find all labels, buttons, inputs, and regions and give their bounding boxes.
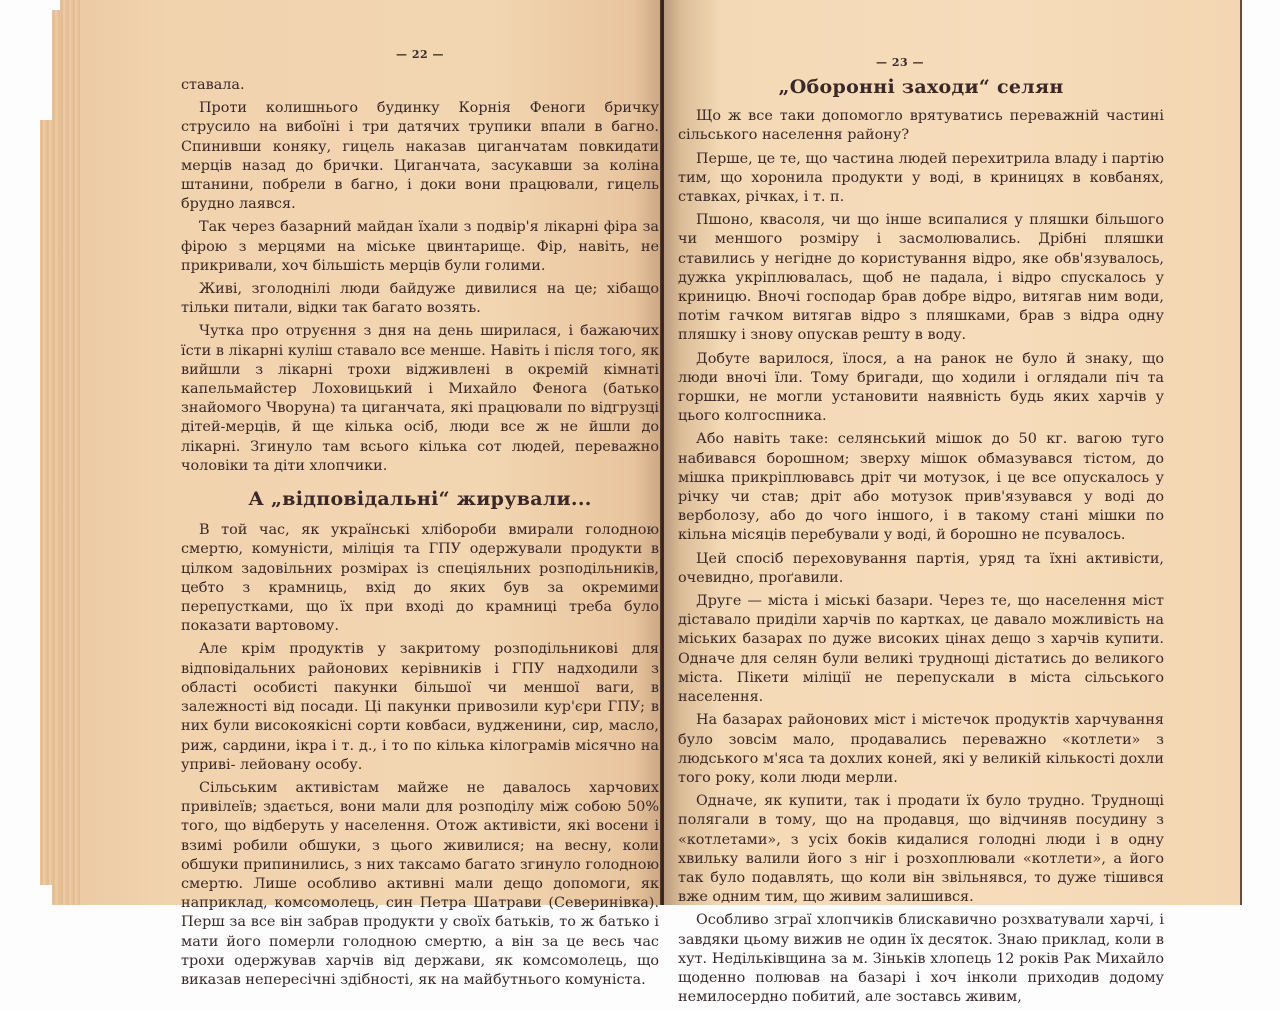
paragraph: Але крім продуктів у закритому розподільникові для відповідальних районових керівників і ГПУ надходили з області особисті пакунки більшої чи меншої ваги, в залежності від посади. Ці пакунки привозили кур'єри ГПУ; в них були високоякісні сорти ковбаси, вудженини, сир, масло, риж, сардини, ікра і т. д., і то по кілька кілограмів місячно на уприві- лейовану особу. — [181, 641, 659, 773]
paragraph: Добуте варилося, їлося, а на ранок не було й знаку, що люди вночі їли. Тому бригади, що ходили і оглядали піч та горшки, не могли установити наявність будь яких харчів у цього колгоспника. — [678, 350, 1164, 425]
paragraph: Або навіть таке: селянський мішок до 50 кг. вагою туго набивався борошном; зверху мішок обмазувався тістом, до мішка прикріплювавсь дріт чи мотузок, і це все опускалось у річку чи став; дріт або мотузок прив'язувався у воді до верболозу, або до чого іншого, і в такому стані мішки по кільна місяців перебували у воді, й борошно не псувалось. — [678, 431, 1164, 544]
page-number: — 22 — — [396, 48, 444, 61]
paragraph: Проти колишнього будинку Корнія Феноги бричку струсило на вибоїні і три датячих трупики впали в багно. Спинивши коняку, гицель наказав циганчатам повкидати мерців назад до брички. Циганчата, засукавши за коліна штанини, побрели в багно, і доки вони працювали, гицель брудно лаявся. — [181, 100, 659, 213]
left-page-text — [181, 76, 659, 994]
paragraph: В той час, як українські хлібороби вмирали голодною смертю, комуністи, міліція та ГПУ одержували продукти в цілком задовільних розмірах із спеціяльних розподільників, цебто з крамниць, вхід до яких був за окремими перепустками, що їх при вході до крамниці треба було показати вартовому. — [181, 522, 659, 635]
page-edge-right — [1240, 0, 1242, 905]
paragraph: Друге — міста і міські базари. Через те, що населення міст діставало приділи харчів по картках, це давало можливість на міських базарах по дуже високих цінах дещо з харчів купити. Одначе для селян були великі труднощі дістатись до великого міста. Пікети міліції не перепускали в міста сільського населення. — [678, 593, 1164, 706]
page-number: — 23 — — [876, 56, 924, 69]
right-page — [664, 0, 1242, 1006]
section-heading: „Оборонні заходи“ селян — [778, 76, 1064, 98]
paragraph: Перше, це те, що частина людей перехитрила владу і партію тим, що хоронила продукти у воді, в криницях в ковбанях, ставках, річках, і т. п. — [678, 150, 1164, 206]
paragraph: Пшоно, квасоля, чи що інше всипалися у пляшки більшого чи меншого розміру і засмолювались. Дрібні пляшки ставились у негідне до користування відро, яке обв'язувалось, дужка укріплювалась, щоб не падала, і відро спускалось у криницю. Вночі господар брав добре відро, витягав ним води, потім гачком витягав відро з пляшками, брав з відра одну пляшку і знову опускав решту в воду. — [678, 212, 1164, 344]
paragraph: На базарах районових міст і містечок продуктів харчування було зовсім мало, продавались переважно «котлети» з людського м'яса та дохлих коней, які у великій кількості дохли того року, коли люди мерли. — [678, 712, 1164, 786]
paragraph: Чутка про отруєння з дня на день ширилася, і бажаючих їсти в лікарні куліш ставало все менше. Навіть і після того, як вийшли з лікарні трохи відживлені в окремій кімнаті капельмайстер Лоховицький і Михайло Феногa (батько знайомого Чворуна) та циганчата, які працювали по відгрузці дітей-мерців, й ще кілька осіб, люди все ж не йшли до лікарні. Згинуло там всього кілька сот людей, переважно чоловіки та діти хлопчики. — [181, 323, 659, 474]
paragraph: Сільським активістам майже не давалось харчових привілеїв; здається, вони мали для розподілу між собою 50% того, що відберуть у населення. Отож активісти, які восени і взимі робили обшуки, з цього живилися; на весну, коли обшуки припинились, з них таксамо багато згинуло голодною смертю. Лише особливо активні мали дещо допомоги, як наприклад, комсомолець, син Петра Шатрави (Северинівка). Перш за все він забрав продукти у своїх батьків, то ж батько і мати його померли голодною смертю, а він за це весь час трохи одержував харчів від держави, як комсомолець, що виказав непересічні здібності, як на майбутнього комуніста. — [181, 779, 659, 988]
paragraph: Живі, зголоднілі люди байдуже дивилися на це; хібащо тільки питали, відки так багато возять. — [181, 281, 659, 317]
paragraph: Що ж все таки допомогло врятуватись переважній частині сільського населення району? — [678, 108, 1164, 144]
paragraph: Особливо зграї хлопчиків блискавично розхватували харчі, і завдяки цьому вижив не один їх десяток. Знаю приклад, коли в хут. Недільківщина за м. Зіньків хлопець 12 років Рак Михайло щоденно полював на базарі і хоч інколи приходив додому немилосердно побитий, але зоставсь живим, — [678, 912, 1164, 1006]
paragraph: Одначе, як купити, так і продати їх було трудно. Труднощі полягали в тому, що на продавця, що відчиняв посудину з «котлетами», з усіх боків кидалися голодні люди і в одну хвильку валили його з ніг і розхоплювали «котлети», а його так було подавлять, що коли він звільнявся, то дуже тішився вже одним тим, що живим залишився. — [678, 793, 1164, 906]
paragraph: Так через базарний майдан їхали з подвір'я лікарні фіра за фірою з мерцями на міське цвинтарище. Фір, навіть, не прикривали, хоч більшість мерців були голими. — [181, 219, 659, 274]
paragraph: Цей спосіб переховування партія, уряд та їхні активісти, очевидно, проґавили. — [678, 550, 1164, 586]
left-page — [80, 0, 662, 988]
paragraph: ставала. — [181, 77, 245, 93]
section-heading: А „відповідальні“ жирували... — [248, 488, 592, 511]
right-page-text — [678, 76, 1164, 1011]
